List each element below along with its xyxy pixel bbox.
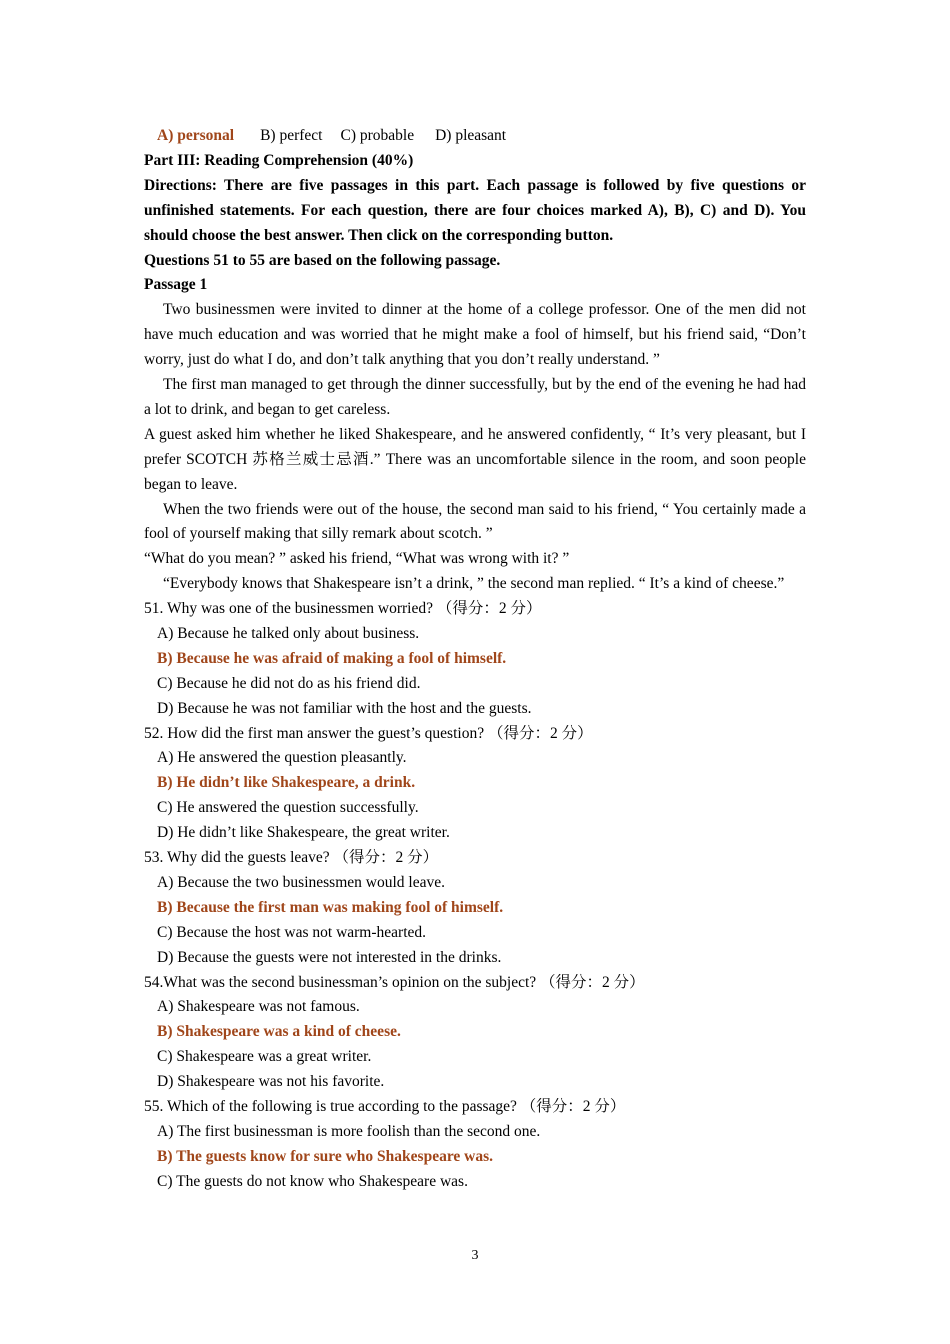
question-54-stem: 54.What was the second businessman’s opinion on the subject? （得分：2 分） (144, 973, 645, 991)
question-53-option-a[interactable]: A) Because the two businessmen would leave. (157, 873, 445, 891)
question-55-option-b-answer[interactable]: B) The guests know for sure who Shakespeare was. (157, 1147, 494, 1165)
question-51-option-a[interactable]: A) Because he talked only about business. (157, 625, 420, 643)
question-52-stem: 52. How did the first man answer the guest’s question? （得分：2 分） (144, 724, 593, 742)
question-51-option-c[interactable]: C) Because he did not do as his friend did. (157, 674, 421, 692)
question-53-option-d[interactable]: D) Because the guests were not interested in the drinks. (157, 948, 502, 966)
question-52-option-c[interactable]: C) He answered the question successfully. (157, 799, 419, 817)
question-53-stem: 53. Why did the guests leave? （得分：2 分） (144, 849, 439, 867)
question-54-option-d[interactable]: D) Shakespeare was not his favorite. (157, 1073, 385, 1091)
option-a-answer[interactable]: A) personal (157, 127, 235, 144)
option-b[interactable]: B) perfect (260, 127, 323, 144)
passage-paragraph-1: Two businessmen were invited to dinner at the home of a college professor. One of the men did not have much education and was worried that he might make a fool of himself, but his friend said, “Don’t worry, just do what I do, and don’t talk anything that you don’t really understand. ” (144, 301, 806, 369)
previous-question-options (144, 124, 806, 149)
question-54-option-b-answer[interactable]: B) Shakespeare was a kind of cheese. (157, 1023, 401, 1041)
passage-paragraph-6: “Everybody knows that Shakespeare isn’t a drink, ” the second man replied. “ It’s a kind of cheese.” (163, 575, 785, 593)
question-55-stem: 55. Which of the following is true according to the passage? （得分：2 分） (144, 1097, 626, 1115)
page-number: 3 (471, 1248, 479, 1263)
passage-title: Passage 1 (144, 276, 208, 294)
question-53-option-c[interactable]: C) Because the host was not warm-hearted. (157, 923, 427, 941)
question-52-option-d[interactable]: D) He didn’t like Shakespeare, the great writer. (157, 824, 450, 842)
part-title: Part III: Reading Comprehension (40%) (144, 151, 414, 169)
question-54-option-a[interactable]: A) Shakespeare was not famous. (157, 998, 360, 1016)
question-51-option-b-answer[interactable]: B) Because he was afraid of making a fool of himself. (157, 649, 507, 667)
passage-paragraph-4: When the two friends were out of the house, the second man said to his friend, “ You certainly made a fool of yourself making that silly remark about scotch. ” (144, 500, 806, 543)
question-54-option-c[interactable]: C) Shakespeare was a great writer. (157, 1048, 372, 1066)
passage-paragraph-5: “What do you mean? ” asked his friend, “What was wrong with it? ” (144, 550, 570, 568)
questions-intro: Questions 51 to 55 are based on the following passage. (144, 251, 501, 269)
question-52-option-a[interactable]: A) He answered the question pleasantly. (157, 749, 407, 767)
question-52-option-b-answer[interactable]: B) He didn’t like Shakespeare, a drink. (157, 774, 416, 792)
document-page (144, 124, 806, 1195)
passage-paragraph-2: The first man managed to get through the dinner successfully, but by the end of the evening he had had a lot to drink, and began to get careless. (144, 376, 806, 418)
option-d[interactable]: D) pleasant (435, 127, 507, 144)
passage-paragraph-3: A guest asked him whether he liked Shakespeare, and he answered confidently, “ It’s very pleasant, but I prefer SCOTCH 苏格兰威士忌酒.” There was an uncomfortable silence in the room, and soon people began to leave. (144, 425, 806, 493)
question-55-option-a[interactable]: A) The first businessman is more foolish than the second one. (157, 1122, 541, 1140)
question-55-option-c[interactable]: C) The guests do not know who Shakespeare was. (157, 1172, 468, 1190)
question-51-option-d[interactable]: D) Because he was not familiar with the host and the guests. (157, 699, 532, 717)
directions: Directions: There are five passages in this part. Each passage is followed by five questions or unfinished statements. For each question, there are four choices marked A), B), C) and D). You should choose the best answer. Then click on the corresponding button. (144, 176, 806, 244)
question-51-stem: 51. Why was one of the businessmen worried? （得分：2 分） (144, 600, 542, 618)
question-53-option-b-answer[interactable]: B) Because the first man was making fool of himself. (157, 898, 504, 916)
option-c[interactable]: C) probable (340, 127, 415, 144)
